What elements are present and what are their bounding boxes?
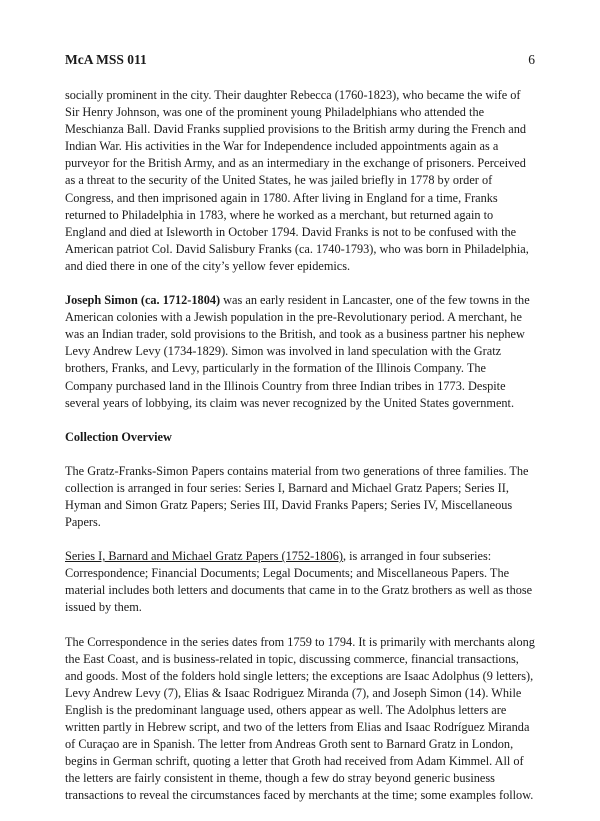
paragraph-correspondence: The Correspondence in the series dates from 1759 to 1794. It is primarily with merchants along the East Coast, and is business-related in topic, discussing commerce, financial transactions, and goods. Most of the folders hold single letters; the exceptions are Isaac Adolphus (9 letters), Levy Andrew Levy (7), Elias & Isaac Rodriguez Miranda (7), and Joseph Simon (14). While English is the predominant language used, others appear as well. The Adolphus letters are written partly in Hebrew script, and two of the letters from Elias and Isaac Rodríguez Miranda of Curaçao are in Spanish. The letter from Andreas Groth sent to Barnard Gratz in London, begins in German schrift, quoting a letter that Groth had received from Adam Kimmel. All of the letters are fairly consistent in theme, though a few do stray beyond generic business transactions to reveal the circumstances faced by merchants at the time; some examples follow. (65, 634, 535, 803)
series-one-text: , is arranged in four subseries: Correspondence; Financial Documents; Legal Documents; and Miscellaneous Papers. The material includes both letters and documents that came in to the Gratz brothers as well as those issued by them. (65, 549, 533, 615)
paragraph-joseph-simon (65, 292, 536, 412)
page-number: 6 (528, 52, 535, 67)
series-one-title: Series I, Barnard and Michael Gratz Papers (1752-1806) (65, 549, 343, 564)
document-id: McA MSS 011 (65, 52, 147, 67)
paragraph-collection-overview: The Gratz-Franks-Simon Papers contains material from two generations of three families. The collection is arranged in four series: Series I, Barnard and Michael Gratz Papers; Series II, Hyman and Simon Gratz Papers; Series III, David Franks Papers; Series IV, Miscellaneous Papers. (65, 463, 529, 530)
page-header (65, 52, 535, 70)
section-heading-collection-overview: Collection Overview (65, 429, 172, 444)
paragraph-david-franks: socially prominent in the city. Their daughter Rebecca (1760-1823), who became the wife of Sir Henry Johnson, was one of the prominent young Philadelphians who attended the Meschianza Ball. David Franks supplied provisions to the British army during the French and Indian War. His activities in the War for Independence included appointments again as a purveyor for the British Army, and as an intermediary in the exchange of prisoners. Perceived as a threat to the security of the United States, he was jailed briefly in 1778 by order of Congress, and then imprisoned again in 1780. After living in England for a time, Franks returned to Philadelphia in 1783, where he worked as a merchant, but returned again to England and died at Isleworth in October 1794. David Franks is not to be confused with the American patriot Col. David Salisbury Franks (ca. 1740-1793), who was born in Philadelphia, and died there in one of the city’s yellow fever epidemics. (65, 88, 529, 273)
paragraph-series-one (65, 548, 536, 616)
document-body (65, 87, 536, 821)
joseph-simon-text: was an early resident in Lancaster, one of the few towns in the American colonies with a Jewish population in the pre-Revolutionary period. A merchant, he was an Indian trader, sold provisions to the British, and took as a business partner his nephew Levy Andrew Levy (1734-1829). Simon was involved in land speculation with the Gratz brothers, Franks, and Levy, particularly in the formation of the Illinois Company. The Company purchased land in the Illinois Country from three Indian tribes in 1773. Despite several years of lobbying, its claim was never recognized by the United States government. (65, 293, 530, 410)
joseph-simon-name: Joseph Simon (ca. 1712-1804) (65, 293, 221, 308)
